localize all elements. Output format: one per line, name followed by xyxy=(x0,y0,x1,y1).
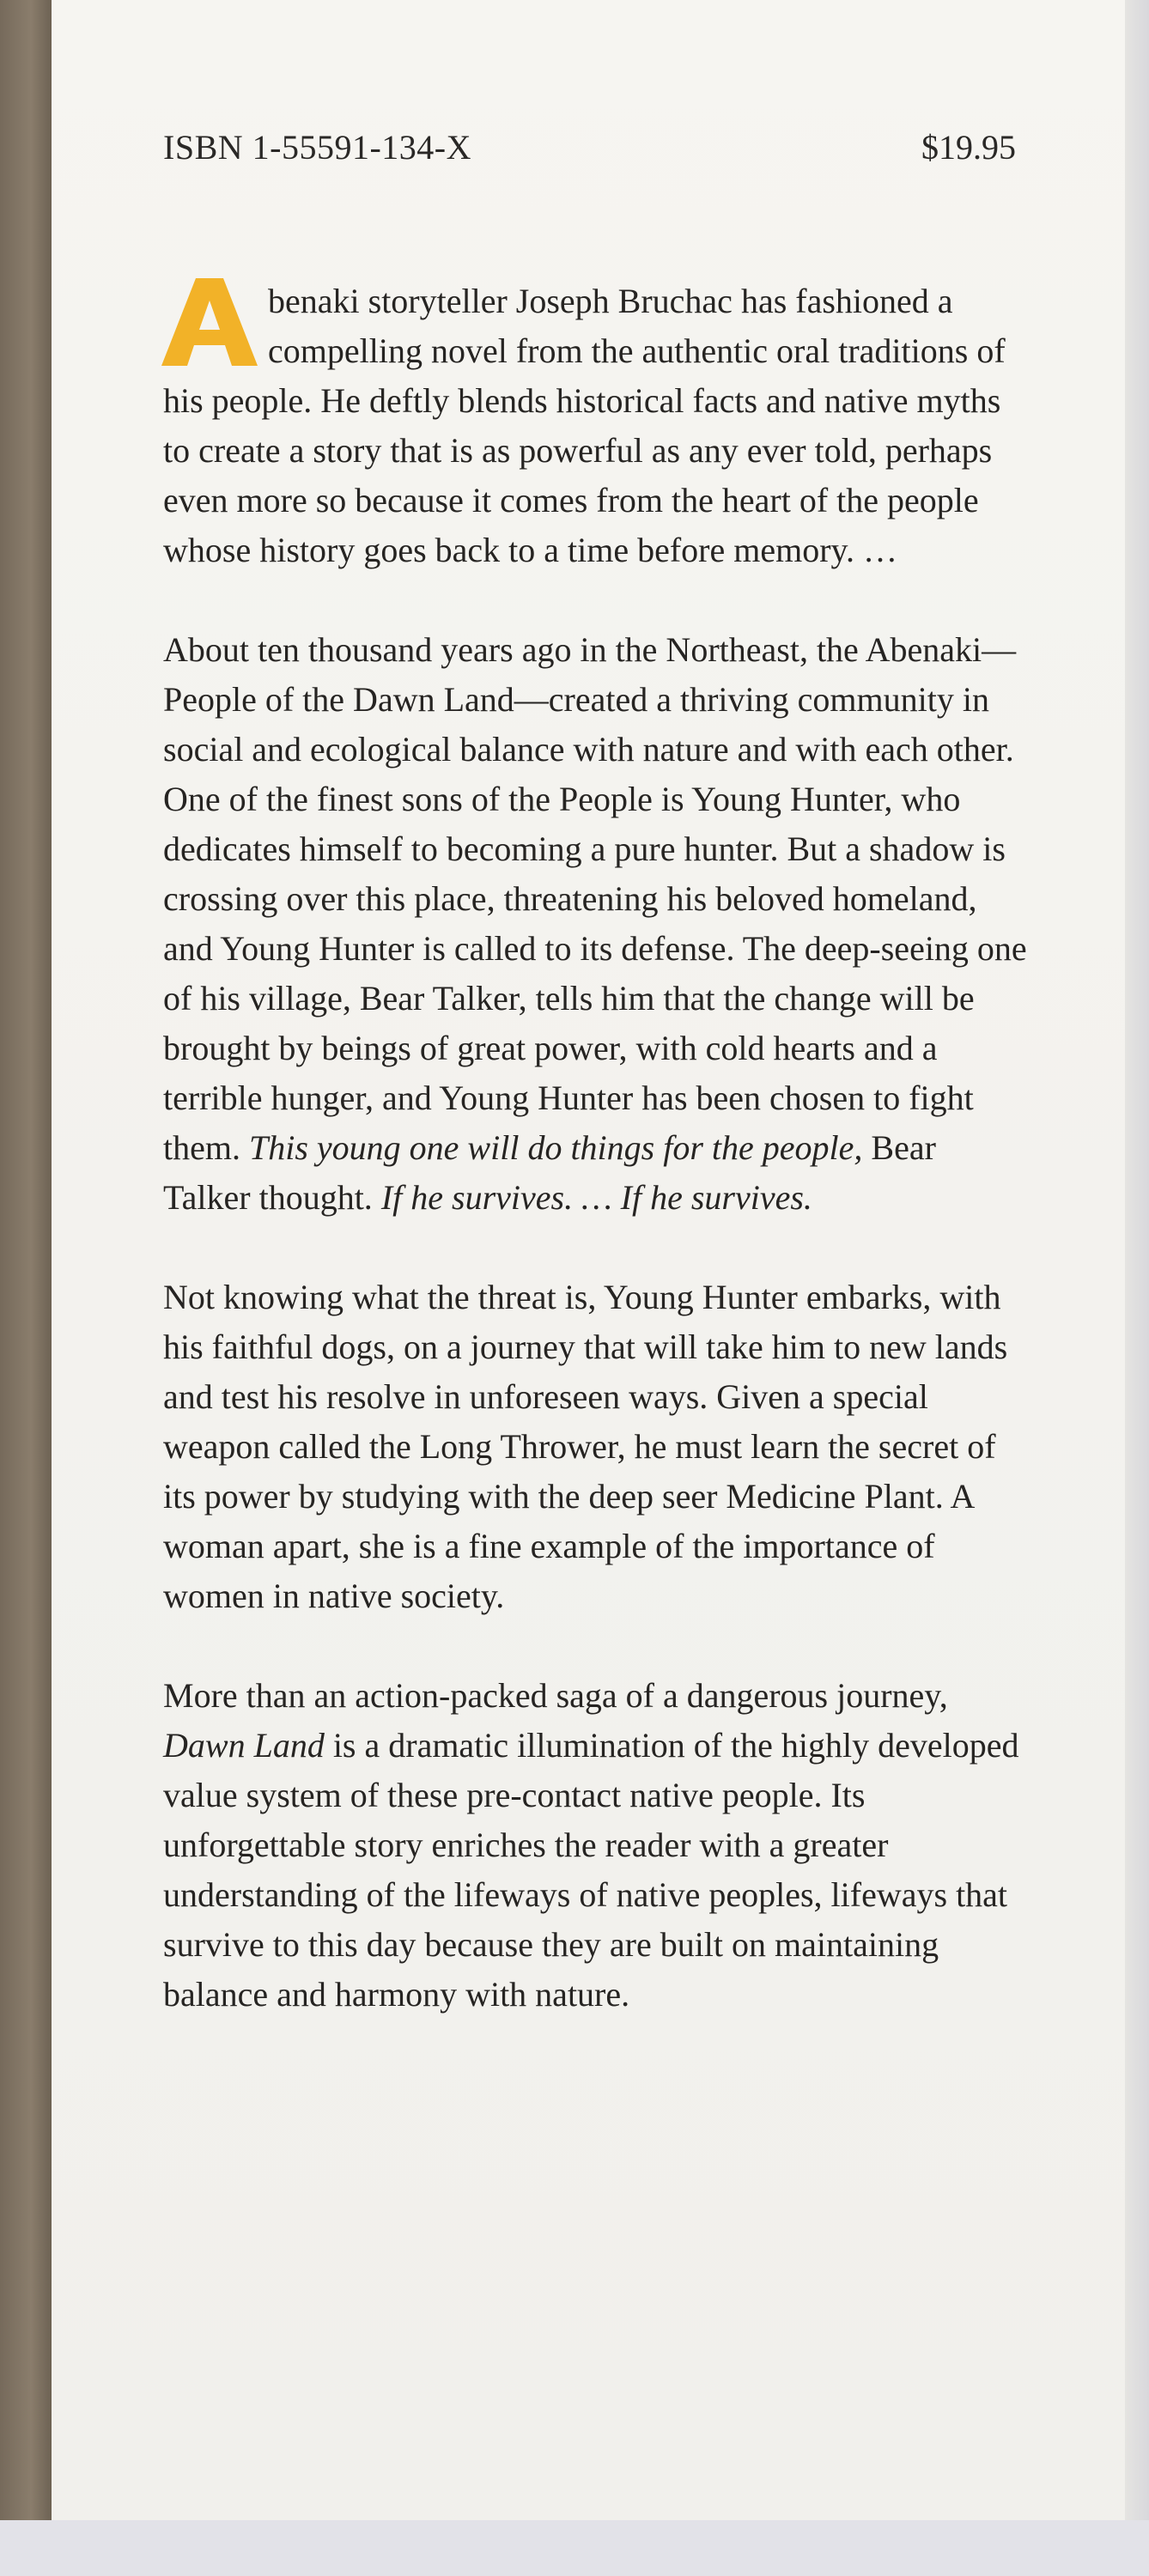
flap-copy xyxy=(163,276,1030,2020)
paragraph-story-mid: Bear Talker thought. xyxy=(163,1128,936,1217)
page-right-edge xyxy=(1125,0,1149,2520)
isbn-number: ISBN 1-55591-134-X xyxy=(163,128,471,167)
paragraph-story-text: About ten thousand years ago in the Northeast, the Abenaki—People of the Dawn Land—created a thriving community in social and ecological balance with nature and with each other. One of the finest sons of the People is Young Hunter, who dedicates himself to becoming a pure hunter. But a shadow is crossing over this place, threatening his beloved homeland, and Young Hunter is called to its defense. The deep-seeing one of his village, Bear Talker, tells him that the change will be brought by beings of great power, with cold hearts and a terrible hunger, and Young Hunter has been chosen to fight them. xyxy=(163,630,1027,1167)
paragraph-summary-start: More than an action-packed saga of a dangerous journey, xyxy=(163,1676,948,1715)
scan-bottom-strip xyxy=(0,2520,1149,2576)
italic-quote-2: If he survives. … If he survives. xyxy=(380,1178,812,1217)
paragraph-intro xyxy=(163,276,1030,575)
book-spine-edge xyxy=(0,0,52,2520)
italic-quote-1: This young one will do things for the people, xyxy=(248,1128,863,1167)
paragraph-intro-text: benaki storyteller Joseph Bruchac has fashioned a compelling novel from the authentic oral traditions of his people. He deftly blends historical facts and native myths to create a story that is as powerful as any ever told, perhaps even more so because it comes from the heart of the people whose history goes back to a time before memory. … xyxy=(163,282,1006,569)
paragraph-summary xyxy=(163,1671,1030,2020)
price-label: $19.95 xyxy=(921,128,1016,167)
paragraph-journey: Not knowing what the threat is, Young Hunter embarks, with his faithful dogs, on a journey that will take him to new lands and test his resolve in unforeseen ways. Given a special weapon called the Long Thrower, he must learn the secret of its power by studying with the deep seer Medicine Plant. A woman apart, she is a fine example of the importance of women in native society. xyxy=(163,1278,1008,1615)
drop-cap-letter xyxy=(161,276,258,369)
book-title: Dawn Land xyxy=(163,1726,325,1765)
paragraph-story xyxy=(163,625,1030,1223)
paragraph-summary-rest: is a dramatic illumination of the highly developed value system of these pre-contact native people. Its unforgettable story enriches the reader with a greater understanding of the lifeways of native peoples, lifeways that survive to this day because they are built on maintaining balance and harmony with nature. xyxy=(163,1726,1019,2014)
